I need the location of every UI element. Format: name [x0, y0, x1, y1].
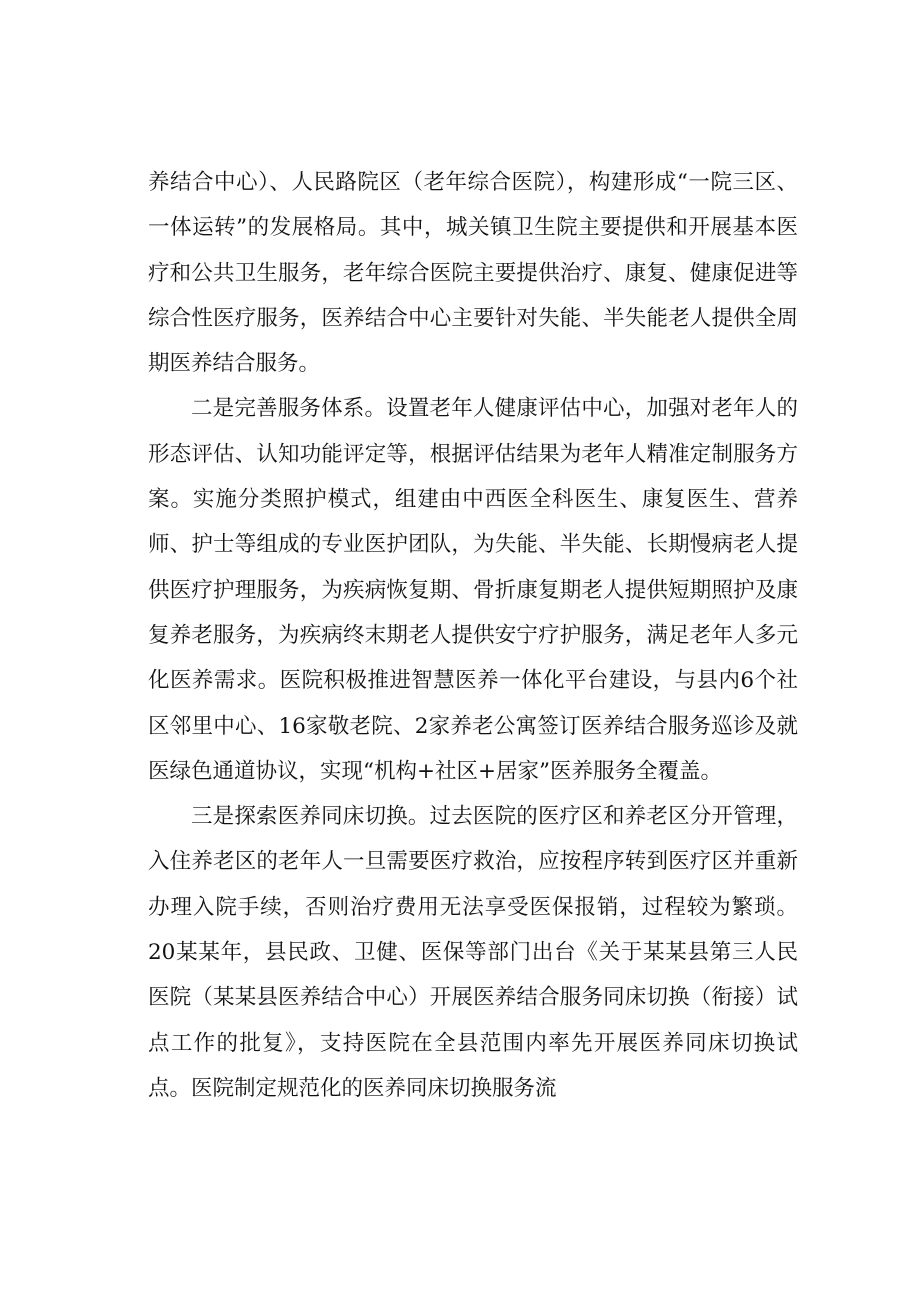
paragraph-service-system: 二是完善服务体系。设置老年人健康评估中心，加强对老年人的形态评估、认知功能评定等，根据评估结果为老年人精准定制服务方案。实施分类照护模式，组建由中西医全科医生、康复医生、营养师、护士等组成的专业医护团队，为失能、半失能、长期慢病老人提供医疗护理服务，为疾病恢复期、骨折康复期老人提供短期照护及康复养老服务，为疾病终末期老人提供安宁疗护服务，满足老年人多元化医养需求。医院积极推进智慧医养一体化平台建设，与县内6个社区邻里中心、16家敬老院、2家养老公寓签订医养结合服务巡诊及就医绿色通道协议，实现“机构+社区+居家”医养服务全覆盖。 — [148, 396, 798, 784]
paragraph-same-bed-switch: 三是探索医养同床切换。过去医院的医疗区和养老区分开管理，入住养老区的老年人一旦需要医疗救治，应按程序转到医疗区并重新办理入院手续，否则治疗费用无法享受医保报销，过程较为繁琐。20某某年，县民政、卫健、医保等部门出台《关于某某县第三人民医院（某某县医养结合中心）开展医养结合服务同床切换（衔接）试点工作的批复》，支持医院在全县范围内率先开展医养同床切换试点。医院制定规范化的医养同床切换服务流 — [148, 804, 798, 1101]
paragraph-continuation: 养结合中心）、人民路院区（老年综合医院），构建形成“一院三区、一体运转”的发展格局。其中，城关镇卫生院主要提供和开展基本医疗和公共卫生服务，老年综合医院主要提供治疗、康复、健康促进等综合性医疗服务，医养结合中心主要针对失能、半失能老人提供全周期医养结合服务。 — [148, 170, 798, 377]
document-body — [148, 160, 798, 1111]
